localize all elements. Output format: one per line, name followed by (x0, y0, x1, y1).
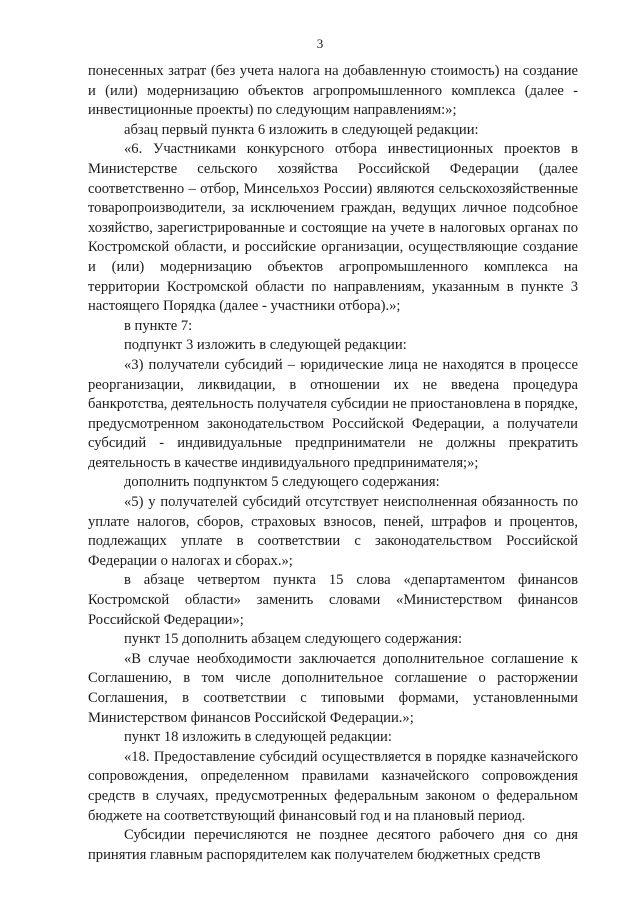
paragraph: Субсидии перечисляются не позднее десятого рабочего дня со дня принятия главным распорядителем как получателем бюджетных средств (88, 827, 578, 863)
paragraph: «3) получатели субсидий – юридические лица не находятся в процессе реорганизации, ликвидации, в отношении их не введена процедура банкротства, деятельность получателя субсидии не приостановлена в порядке, предусмотренном законодательством Российской Федерации, а получатели субсидий - индивидуальные предприниматели не должны прекратить деятельность в качестве индивидуального предпринимателя;»; (88, 356, 578, 471)
paragraph: абзац первый пункта 6 изложить в следующей редакции: (124, 121, 479, 138)
paragraph: в абзаце четвертом пункта 15 слова «департаментом финансов Костромской области» заменить словами «Министерством финансов Российской Федерации»; (88, 572, 578, 628)
paragraph: подпункт 3 изложить в следующей редакции: (124, 337, 407, 354)
paragraph: понесенных затрат (без учета налога на добавленную стоимость) на создание и (или) модернизацию объектов агропромышленного комплекса (далее - инвестиционные проекты) по следующим направлениям:»; (88, 63, 578, 119)
paragraph: пункт 18 изложить в следующей редакции: (124, 729, 392, 746)
paragraph: дополнить подпунктом 5 следующего содержания: (124, 474, 440, 491)
document-body (88, 62, 578, 865)
paragraph: «5) у получателей субсидий отсутствует неисполненная обязанность по уплате налогов, сборов, страховых взносов, пеней, штрафов и процентов, подлежащих уплате в соответствии с законодательством Российской Федерации о налогах и сборах.»; (88, 494, 578, 569)
page-number: 3 (316, 36, 324, 51)
paragraph: «6. Участниками конкурсного отбора инвестиционных проектов в Министерстве сельского хозяйства Российской Федерации (далее соответственно – отбор, Минсельхоз России) являются сельскохозяйственные товаропроизводители, за исключением граждан, ведущих личное подсобное хозяйство, зарегистрированные и состоящие на учете в налоговых органах по Костромской области, и российские организации, осуществляющие создание и (или) модернизацию объектов агропромышленного комплекса на территории Костромской области по направлениям, указанным в пункте 3 настоящего Порядка (далее - участники отбора).»; (88, 141, 578, 315)
paragraph: в пункте 7: (124, 317, 193, 334)
paragraph: пункт 15 дополнить абзацем следующего содержания: (124, 631, 463, 648)
paragraph: «В случае необходимости заключается дополнительное соглашение к Соглашению, в том числе дополнительное соглашение о расторжении Соглашения, в соответствии с типовыми формами, установленными Министерством финансов Российской Федерации.»; (88, 650, 578, 726)
paragraph: «18. Предоставление субсидий осуществляется в порядке казначейского сопровождения, определенном правилами казначейского сопровождения средств в случаях, предусмотренных федеральным законом о федеральном бюджете на соответствующий финансовый год и на плановый период. (88, 748, 578, 824)
